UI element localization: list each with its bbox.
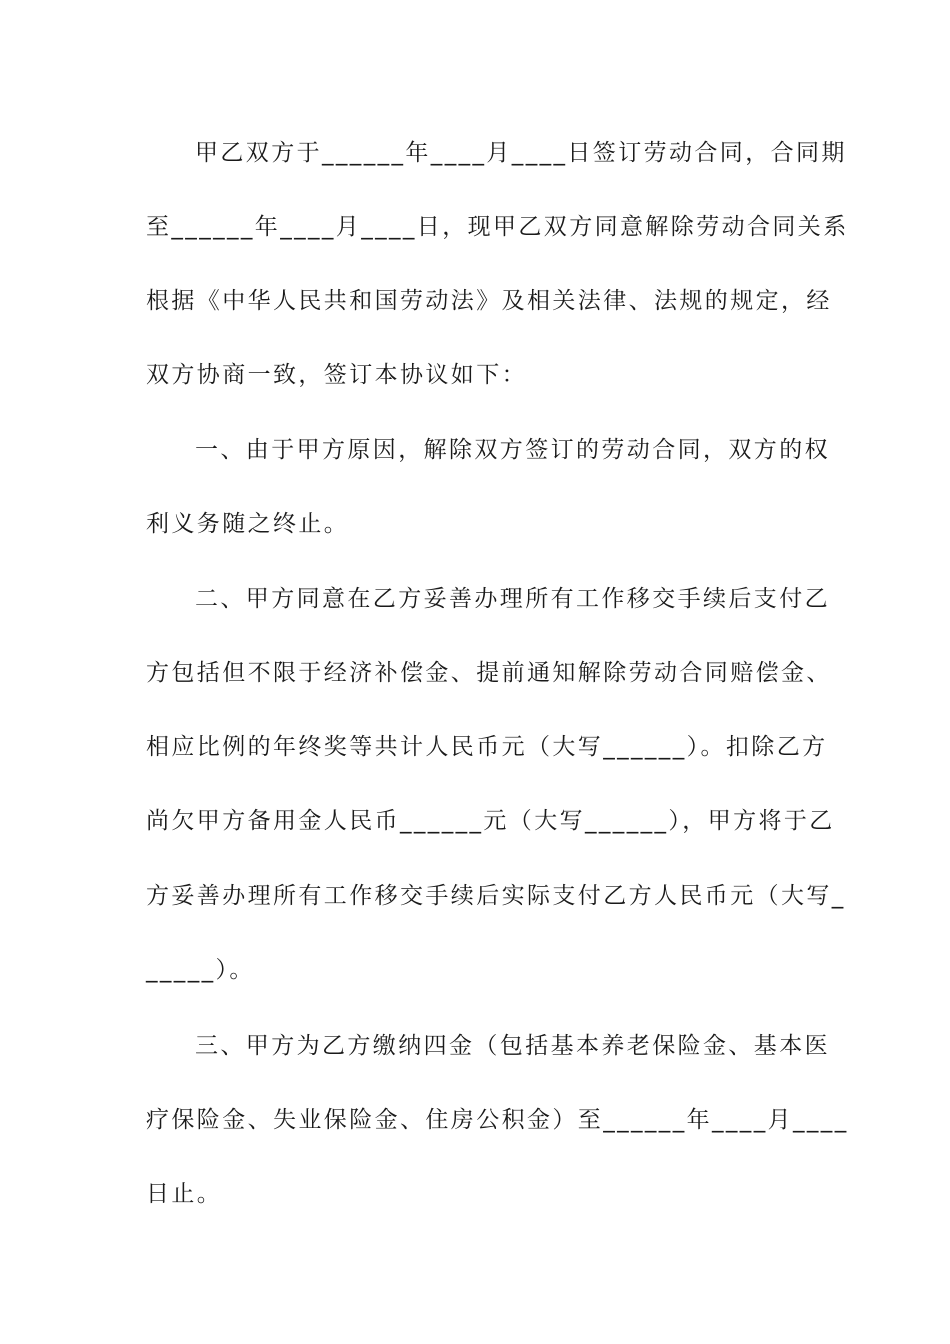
clause-2-line-6: _____）。 xyxy=(146,957,255,983)
clause-1-line-1: 一、由于甲方原因，解除双方签订的劳动合同，双方的权 xyxy=(195,437,830,463)
clause-1-line-2: 利义务随之终止。 xyxy=(146,511,350,537)
paragraph-intro-line-3: 根据《中华人民共和国劳动法》及相关法律、法规的规定，经 xyxy=(146,288,832,314)
clause-2-line-1: 二、甲方同意在乙方妥善办理所有工作移交手续后支付乙 xyxy=(195,586,830,612)
clause-2-line-3: 相应比例的年终奖等共计人民币元（大写______）。扣除乙方 xyxy=(146,734,828,760)
clause-2-line-5: 方妥善办理所有工作移交手续后实际支付乙方人民币元（大写_ xyxy=(146,883,846,909)
clause-3-line-1: 三、甲方为乙方缴纳四金（包括基本养老保险金、基本医 xyxy=(195,1033,830,1059)
clause-3-line-2: 疗保险金、失业保险金、住房公积金）至______年____月____ xyxy=(146,1107,849,1133)
paragraph-intro-line-4: 双方协商一致，签订本协议如下： xyxy=(146,362,527,388)
clause-2-line-2: 方包括但不限于经济补偿金、提前通知解除劳动合同赔偿金、 xyxy=(146,660,832,686)
paragraph-intro-line-1: 甲乙双方于______年____月____日签订劳动合同，合同期 xyxy=(195,140,847,166)
paragraph-intro-line-2: 至______年____月____日，现甲乙双方同意解除劳动合同关系 xyxy=(146,214,849,240)
clause-2-line-4: 尚欠甲方备用金人民币______元（大写______），甲方将于乙 xyxy=(146,808,835,834)
clause-3-line-3: 日止。 xyxy=(146,1181,223,1207)
